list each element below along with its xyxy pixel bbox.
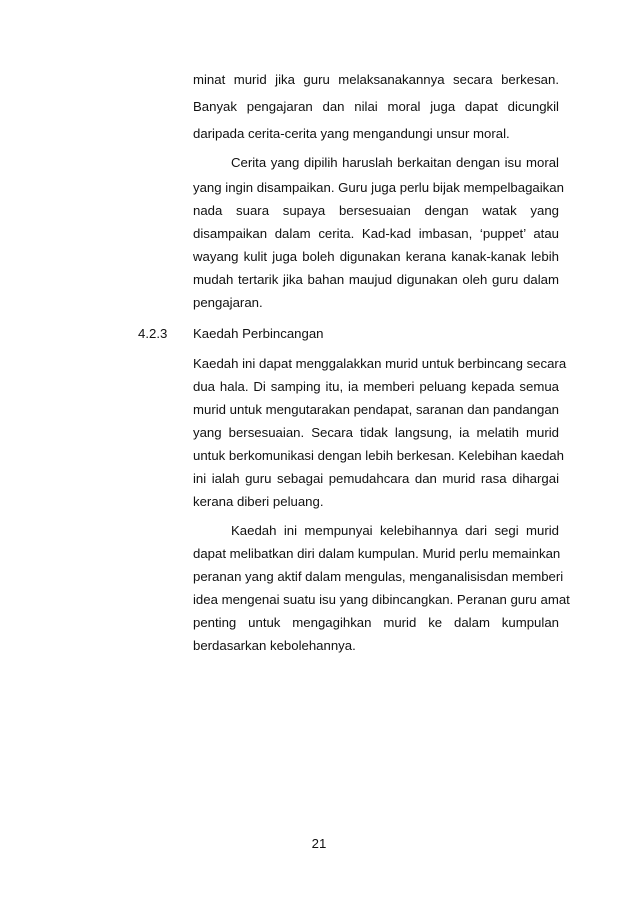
paragraph-line: penting untuk mengagihkan murid ke dalam kumpulan (193, 615, 559, 630)
paragraph-line: pengajaran. (193, 295, 263, 310)
paragraph-line: idea mengenai suatu isu yang dibincangkan. Peranan guru amat (193, 592, 570, 607)
paragraph-line: yang bersesuaian. Secara tidak langsung, ia melatih murid (193, 425, 559, 440)
paragraph-line: Banyak pengajaran dan nilai moral juga dapat dicungkil (193, 99, 559, 114)
paragraph-line: minat murid jika guru melaksanakannya secara berkesan. (193, 72, 559, 87)
paragraph-line: Cerita yang dipilih haruslah berkaitan dengan isu moral (231, 155, 559, 170)
paragraph-line: yang ingin disampaikan. Guru juga perlu bijak mempelbagaikan (193, 180, 564, 195)
paragraph-line: daripada cerita-cerita yang mengandungi unsur moral. (193, 126, 510, 141)
paragraph-line: peranan yang aktif dalam mengulas, menganalisisdan memberi (193, 569, 564, 584)
paragraph-line: wayang kulit juga boleh digunakan kerana kanak-kanak lebih (193, 249, 559, 264)
page-number: 21 (311, 836, 327, 851)
paragraph-line: untuk berkomunikasi dengan lebih berkesan. Kelebihan kaedah (193, 448, 564, 463)
paragraph-line: disampaikan dalam cerita. Kad-kad imbasan, ‘puppet’ atau (193, 226, 559, 241)
section-number: 4.2.3 (138, 326, 168, 341)
paragraph-line: nada suara supaya bersesuaian dengan watak yang (193, 203, 559, 218)
paragraph-line: dapat melibatkan diri dalam kumpulan. Murid perlu memainkan (193, 546, 561, 561)
paragraph-line: Kaedah ini dapat menggalakkan murid untuk berbincang secara (193, 356, 567, 371)
paragraph-line: murid untuk mengutarakan pendapat, saranan dan pandangan (193, 402, 559, 417)
paragraph-line: Kaedah ini mempunyai kelebihannya dari segi murid (231, 523, 559, 538)
paragraph-line: ini ialah guru sebagai pemudahcara dan murid rasa dihargai (193, 471, 559, 486)
paragraph-line: mudah tertarik jika bahan maujud digunakan oleh guru dalam (193, 272, 559, 287)
paragraph-line: kerana diberi peluang. (193, 494, 324, 509)
section-title: Kaedah Perbincangan (193, 326, 324, 341)
paragraph-line: berdasarkan kebolehannya. (193, 638, 356, 653)
paragraph-line: dua hala. Di samping itu, ia memberi peluang kepada semua (193, 379, 559, 394)
